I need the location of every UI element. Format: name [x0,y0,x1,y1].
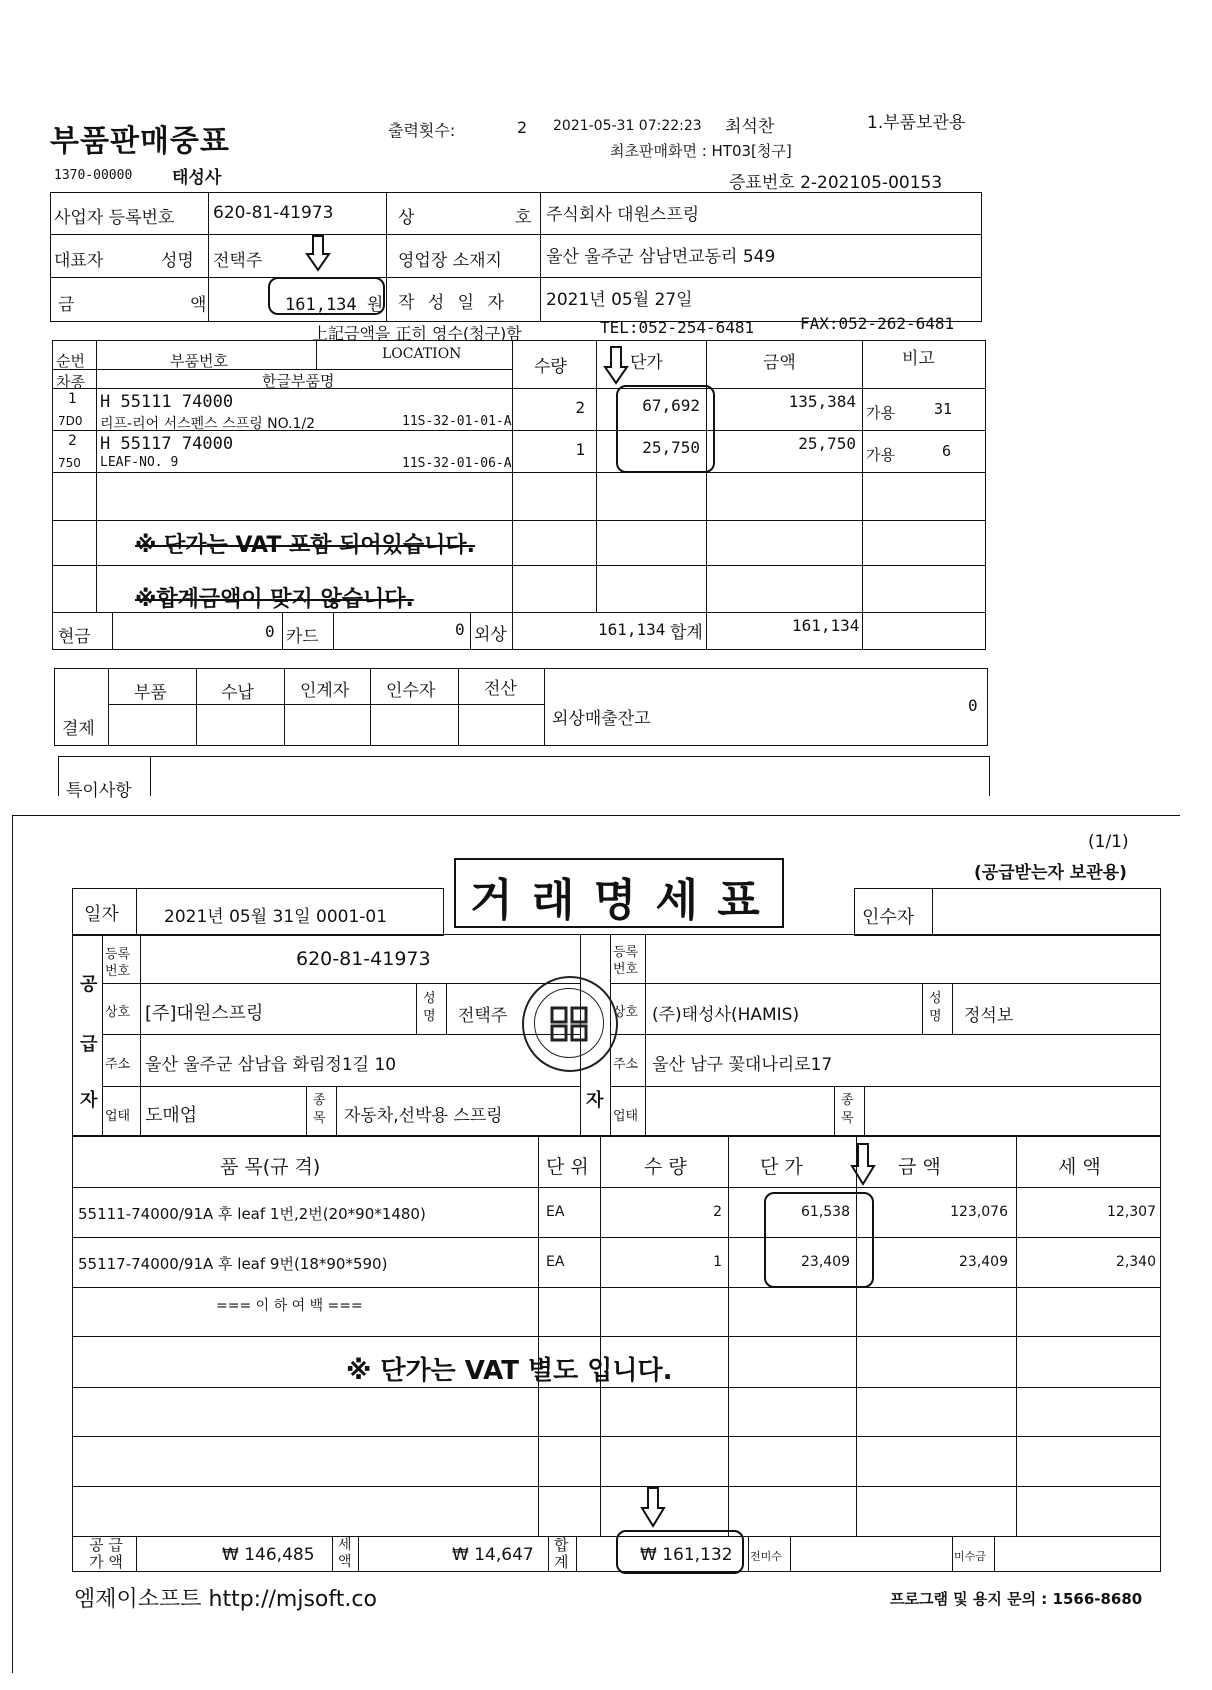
print-count-label: 출력횟수: [388,121,456,140]
total-mismatch-note: ※합계금액이 맞지 않습니다. [135,587,414,612]
company-name-label-2: 호 [515,208,532,228]
ar-balance-value: 0 [968,696,978,715]
receiver-item-label: 종목 [841,1093,854,1126]
customer-company: 태성사 [172,168,222,188]
row-part-name: 리프-리어 서스펜스 스프링 NO.1/2 [100,416,316,432]
print-timestamp: 2021-05-31 07:22:23 [553,118,702,134]
statement-date: 2021년 05월 31일 0001-01 [164,907,388,927]
col-note: 비고 [902,349,935,369]
row-qty: 1 [575,440,585,459]
supplier-side-2: 급 [80,1034,98,1055]
copy-type: 1.부품보관용 [867,113,966,133]
row-car: 7D0 [58,414,83,428]
supplier-address: 울산 울주군 삼남읍 화림정1길 10 [145,1055,397,1075]
business-address: 울산 울주군 삼남면교동리 549 [546,247,776,267]
col-amount: 금 액 [898,1156,941,1178]
card-label: 카드 [286,627,319,647]
receiver-name: (주)태성사(HAMIS) [652,1005,800,1025]
row-qty: 1 [713,1254,722,1270]
supplier-biz-label: 업태 [105,1109,131,1124]
supplier-reg-label: 등록번호 [105,947,131,979]
tax-total: ₩ 14,647 [452,1545,534,1565]
row-part-name: LEAF-NO. 9 [100,455,179,470]
date-label: 일자 [84,904,119,925]
settlement-box [54,668,988,746]
statement-title: 거 래 명 세 표 [470,875,762,926]
row-stock: 31 [934,400,953,418]
company-seal-icon [522,976,618,1072]
col-amount: 금액 [763,353,796,373]
page-number: (1/1) [1088,832,1129,852]
vat-included-note: ※ 단가는 VAT 포함 되어있습니다. [135,533,476,558]
rep-name: 전택주 [213,251,263,271]
company-name: 주식회사 대원스프링 [546,205,700,225]
clerk-name: 최석찬 [725,117,775,137]
col-unit-price: 단가 [630,353,663,373]
row-part-no: H 55117 74000 [100,434,234,454]
screen-label: 최초판매화면 : HT03[청구] [610,142,792,160]
col-qty: 수 량 [644,1156,687,1178]
row-unit-price: 25,750 [642,438,700,457]
receiver-address: 울산 남구 꽃대나리로17 [652,1055,833,1075]
total-label: 합계 [670,623,703,643]
special-notes-box [58,756,990,796]
special-notes-label: 특이사항 [66,781,132,801]
row-amount: 23,409 [959,1254,1008,1270]
customer-code: 1370-00000 [54,168,133,183]
settle-col-receiver: 인수자 [386,681,436,701]
receiver-biz-label: 업태 [613,1109,639,1124]
row-unit: EA [546,1254,565,1270]
slip-title: 부품판매중표 [50,124,230,159]
supplier-rep: 전택주 [458,1006,508,1026]
row-qty: 2 [575,398,585,417]
site-label: 영업장 소재지 [398,251,502,271]
slip-number: 증표번호 2-202105-00153 [729,173,943,193]
supplier-addr-label: 주소 [105,1057,131,1072]
row-tax: 2,340 [1115,1254,1156,1270]
receipt-line: 上記금액을 正히 영수(청구)함 [312,324,522,343]
row-location: 11S-32-01-06-A [402,456,512,471]
col-kor-name: 한글부품명 [262,372,335,390]
total-value: 161,134 [792,616,860,635]
date-label: 작 성 일 자 [398,293,508,313]
cash-value: 0 [265,622,275,641]
footer-contact: 프로그램 및 용지 문의 : 1566-8680 [890,1590,1143,1608]
print-count: 2 [517,118,528,137]
supplier-side-1: 공 [80,974,98,995]
tax-label: 세 액 [338,1537,352,1570]
row-amount: 25,750 [798,434,856,453]
settle-col-system: 전산 [484,679,517,699]
col-car: 차종 [56,373,85,391]
row-seq: 1 [68,391,77,407]
sum-highlight [616,1530,744,1574]
supply-label: 공 급 가 액 [89,1536,123,1571]
supplier-reg-number: 620-81-41973 [296,948,431,970]
down-arrow-icon [603,345,629,385]
row-amount: 123,076 [950,1204,1008,1220]
col-location: LOCATION [382,346,462,362]
settle-col-parts: 부품 [134,683,167,703]
supply-total: ₩ 146,485 [222,1545,315,1565]
receiver-rep-label: 성명 [929,991,942,1024]
row-note: 가용 [866,446,895,464]
cash-label: 현금 [58,627,91,647]
card-value: 0 [455,620,465,639]
col-qty: 수량 [534,357,567,377]
page-divider [12,815,1180,816]
down-arrow-icon [640,1486,666,1528]
amount-label: 금 [58,295,75,315]
credit-value: 161,134 [598,620,666,639]
col-price: 단 가 [760,1156,803,1178]
down-arrow-icon [850,1142,876,1186]
issue-date: 2021년 05월 27일 [546,290,693,310]
receiver-addr-label: 주소 [613,1057,639,1072]
ar-balance-label: 외상매출잔고 [552,709,651,729]
supplier-name: [주]대원스프링 [145,1003,264,1024]
row-item: 55111-74000/91A 후 leaf 1번,2번(20*90*1480) [78,1205,426,1223]
row-location: 11S-32-01-01-A [402,414,512,429]
supplier-item-label: 종목 [313,1093,326,1126]
vat-excluded-note: ※ 단가는 VAT 별도 입니다. [346,1356,673,1386]
amount-highlight [268,277,385,315]
receiver-reg-label: 등록번호 [613,945,639,977]
row-seq: 2 [68,433,77,449]
copy-type: (공급받는자 보관용) [974,863,1127,883]
col-tax: 세 액 [1058,1156,1101,1178]
supplier-rep-label: 성명 [423,991,436,1024]
unpaid-label: 미수금 [954,1550,986,1563]
row-unit-price: 67,692 [642,396,700,415]
row-car: 750 [58,456,81,470]
footer-vendor: 엠제이소프트 http://mjsoft.co [74,1587,377,1612]
rep-label: 대표자 [54,251,104,271]
reg-label: 사업자 등록번호 [54,208,175,228]
supplier-side-3: 자 [80,1090,98,1111]
fax: FAX:052-262-6481 [800,314,955,333]
supplier-name-label: 상호 [105,1005,131,1020]
supplier-item: 자동차,선박용 스프링 [344,1106,503,1126]
settle-col-receipt: 수납 [221,683,254,703]
total-amount: 161,134 원 [285,295,384,315]
row-note: 가용 [866,404,895,422]
receiver-rep: 정석보 [964,1006,1014,1026]
reg-number: 620-81-41973 [213,203,334,223]
col-seq: 순번 [56,352,85,370]
rep-label-2: 성명 [161,251,194,271]
settle-label: 결제 [62,719,95,739]
sum-total: ₩ 161,132 [640,1545,733,1565]
row-price: 23,409 [801,1254,850,1270]
supplier-business: 도매업 [145,1105,198,1126]
row-price: 61,538 [801,1204,850,1220]
company-name-label: 상 [398,208,415,228]
receiver-name-label: 상호 [613,1005,639,1020]
row-part-no: H 55111 74000 [100,392,234,412]
amount-label-2: 액 [190,295,207,315]
sum-label: 합 계 [554,1536,569,1571]
credit-label: 외상 [474,625,507,645]
settle-col-handover: 인계자 [300,681,350,701]
row-qty: 2 [713,1204,722,1220]
tel: TEL:052-254-6481 [600,318,755,337]
col-item: 품 목(규 격) [220,1156,321,1178]
receiver-side: 자 [586,1090,604,1111]
blank-line-marker: === 이 하 여 백 === [216,1298,363,1314]
row-tax: 12,307 [1107,1204,1156,1220]
price-highlight [764,1192,874,1288]
row-unit: EA [546,1204,565,1220]
unit-price-highlight [616,385,715,473]
row-amount: 135,384 [788,392,856,411]
page-edge [12,815,13,1673]
row-stock: 6 [942,442,952,460]
down-arrow-icon [305,234,331,272]
col-unit: 단 위 [546,1156,589,1178]
receiver-sign-label: 인수자 [862,907,915,928]
col-part-no: 부품번호 [170,352,228,370]
row-item: 55117-74000/91A 후 leaf 9번(18*90*590) [78,1255,388,1273]
prev-unpaid-label: 전미수 [750,1550,782,1563]
